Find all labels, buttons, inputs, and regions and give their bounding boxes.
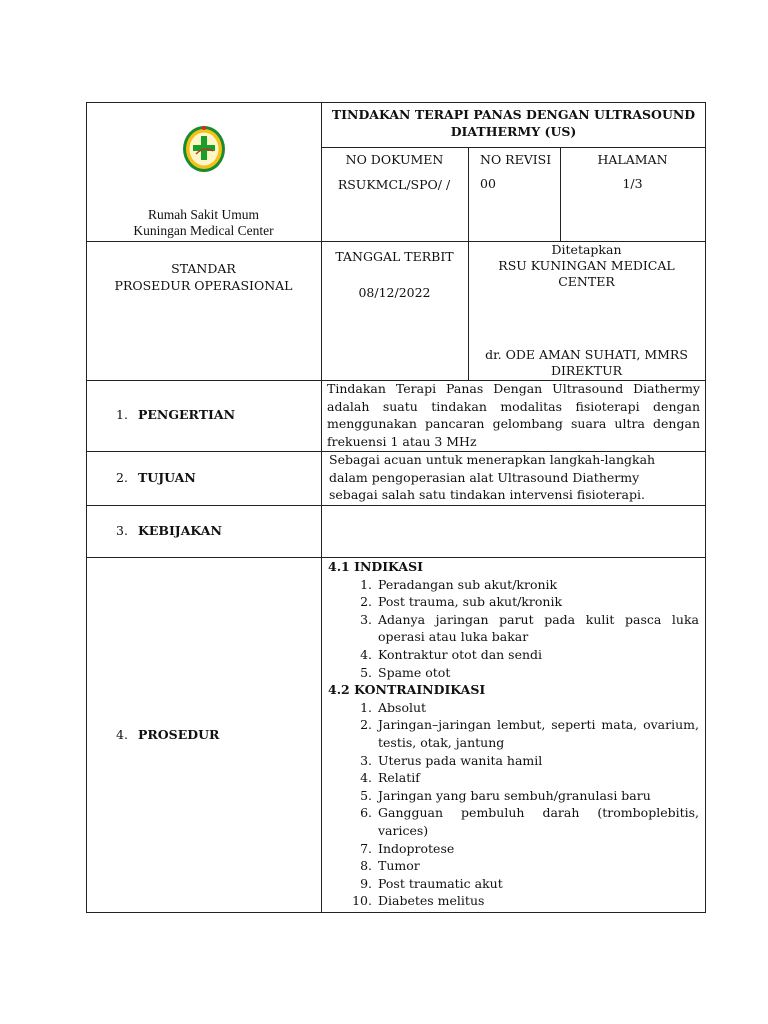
list-item: [328, 857, 699, 875]
list-item-text: Uterus pada wanita hamil: [378, 752, 543, 768]
list-item-text: Absolut: [378, 699, 427, 715]
hospital-name-line1: Rumah Sakit Umum: [148, 207, 259, 222]
hospital-name-line2: Kuningan Medical Center: [133, 223, 274, 238]
list-item-number: 3.: [360, 611, 372, 627]
list-item-text: Relatif: [378, 770, 420, 786]
signer-name: dr. ODE AMAN SUHATI, MMRS: [485, 347, 688, 362]
indikasi-list: [328, 576, 699, 682]
list-item: [328, 611, 699, 646]
list-item-text: Post traumatic akut: [378, 875, 503, 891]
list-item-number: 1.: [360, 576, 372, 592]
ditetapkan-label: Ditetapkan: [551, 242, 622, 257]
list-item-text: Spame otot: [378, 664, 451, 680]
sop-label-line2: PROSEDUR OPERASIONAL: [114, 278, 293, 293]
list-item-number: 6.: [360, 805, 372, 821]
section-pengertian-text: Tindakan Terapi Panas Dengan Ultrasound Diathermy adalah suatu tindakan modalitas fisioterapi dengan menggunakan pancaran gelombang suara ultra dengan frekuensi 1 atau 3 MHz: [327, 381, 700, 449]
list-item-number: 5.: [360, 664, 372, 680]
list-item-text: Indoprotese: [378, 840, 455, 856]
list-item-text: Gangguan pembuluh darah (tromboplebitis, varices): [378, 805, 699, 838]
section-prosedur-heading: 4. PROSEDUR: [116, 727, 220, 742]
section-tujuan-heading: 2. TUJUAN: [116, 470, 196, 485]
list-item: [328, 875, 699, 893]
no-revisi-label: NO REVISI: [480, 152, 552, 167]
list-item-number: 7.: [360, 840, 372, 856]
no-dokumen-value: RSUKMCL/SPO/ /: [337, 177, 451, 192]
list-item-text: Tumor: [378, 858, 420, 874]
list-item-number: 4.: [360, 770, 372, 786]
no-revisi-value: 00: [480, 176, 496, 191]
list-item: [328, 769, 699, 787]
list-item-number: 1.: [360, 699, 372, 715]
list-item: [328, 892, 699, 910]
section-pengertian-heading: 1. PENGERTIAN: [116, 407, 235, 422]
list-item-number: 2.: [360, 717, 372, 733]
kontraindikasi-heading: 4.2 KONTRAINDIKASI: [328, 682, 486, 698]
list-item: [328, 646, 699, 664]
ditetapkan-org: RSU KUNINGAN MEDICAL CENTER: [498, 258, 675, 289]
list-item-number: 8.: [360, 858, 372, 874]
list-item: [328, 787, 699, 805]
tanggal-terbit-value: 08/12/2022: [358, 285, 431, 300]
halaman-label: HALAMAN: [597, 152, 668, 167]
section-kebijakan-heading: 3. KEBIJAKAN: [116, 523, 222, 538]
list-item-text: Adanya jaringan parut pada kulit pasca luka operasi atau luka bakar: [378, 611, 699, 645]
halaman-value: 1/3: [622, 176, 643, 191]
list-item: [328, 716, 699, 751]
prosedur-content: [328, 558, 699, 910]
list-item-text: Jaringan–jaringan lembut, seperti mata, ovarium, testis, otak, jantung: [378, 717, 699, 750]
document-title: TINDAKAN TERAPI PANAS DENGAN ULTRASOUND DIATHERMY (US): [331, 107, 696, 139]
sop-label-line1: STANDAR: [171, 261, 236, 276]
kontraindikasi-list: [328, 699, 699, 910]
list-item: [328, 752, 699, 770]
list-item-text: Diabetes melitus: [378, 893, 485, 909]
list-item-text: Kontraktur otot dan sendi: [378, 646, 543, 662]
signer-title: DIREKTUR: [550, 363, 623, 378]
list-item-number: 10.: [352, 893, 372, 909]
hospital-logo: [181, 124, 227, 174]
list-item-text: Jaringan yang baru sembuh/granulasi baru: [378, 787, 651, 803]
list-item: [328, 576, 699, 594]
list-item: [328, 664, 699, 682]
no-dokumen-label: NO DOKUMEN: [345, 152, 444, 167]
list-item: [328, 840, 699, 858]
list-item-text: Post trauma, sub akut/kronik: [378, 594, 563, 610]
tanggal-terbit-label: TANGGAL TERBIT: [335, 249, 454, 264]
list-item-number: 4.: [360, 646, 372, 662]
indikasi-heading: 4.1 INDIKASI: [328, 559, 423, 574]
list-item-number: 5.: [360, 787, 372, 803]
list-item-text: Peradangan sub akut/kronik: [378, 576, 558, 592]
section-tujuan-text: Sebagai acuan untuk menerapkan langkah-langkah dalam pengoperasian alat Ultrasound Diathermy sebagai salah satu tindakan intervensi fisioterapi.: [329, 452, 656, 503]
list-item: [328, 593, 699, 611]
list-item: [328, 699, 699, 717]
list-item: [328, 804, 699, 839]
list-item-number: 3.: [360, 752, 372, 768]
list-item-number: 9.: [360, 875, 372, 891]
list-item-number: 2.: [360, 594, 372, 610]
